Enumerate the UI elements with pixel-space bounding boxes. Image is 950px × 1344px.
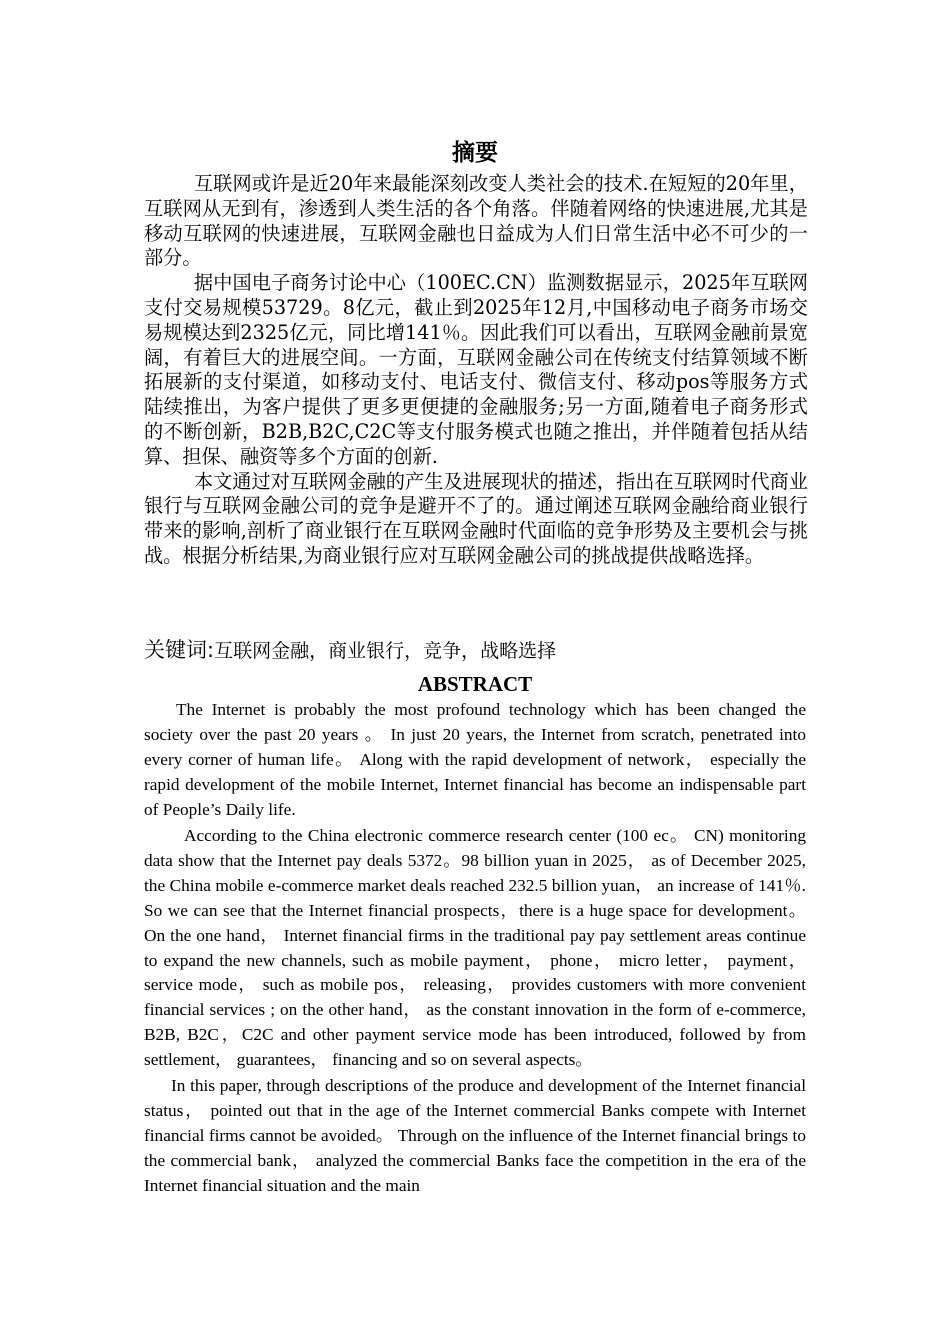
chinese-abstract-title: 摘要: [452, 140, 498, 166]
chinese-paragraph-3: 本文通过对互联网金融的产生及进展现状的描述，指出在互联网时代商业银行与互联网金融公司的竞争是避开不了的。通过阐述互联网金融给商业银行带来的影响,剖析了商业银行在互联网金融时代面临的竞争形势及主要机会与挑战。根据分析结果,为商业银行应对互联网金融公司的挑战提供战略选择。: [144, 469, 808, 567]
english-abstract-body: [144, 698, 806, 1200]
english-paragraph-1: The Internet is probably the most profound technology which has been changed the society over the past 20 years 。 In just 20 years, the Internet from scratch, penetrated into every corner of human life。 Along with the rapid development of network， especially the rapid development of the mobile Internet, Internet financial has become an indispensable part of People’s Daily life.: [144, 700, 806, 819]
chinese-paragraph-2: 据中国电子商务讨论中心（100EC.CN）监测数据显示，2025年互联网支付交易规模53729。8亿元，截止到2025年12月,中国移动电子商务市场交易规模达到2325亿元，同比增141％。因此我们可以看出，互联网金融前景宽阔，有着巨大的进展空间。一方面，互联网金融公司在传统支付结算领域不断拓展新的支付渠道，如移动支付、电话支付、微信支付、移动pos等服务方式陆续推出，为客户提供了更多更便捷的金融服务;另一方面,随着电子商务形式的不断创新，B2B,B2C,C2C等支付服务模式也随之推出，并伴随着包括从结算、担保、融资等多个方面的创新.: [144, 271, 808, 468]
keywords-line: [144, 634, 808, 664]
keywords-label: 关键词:: [144, 638, 215, 662]
english-abstract-title: ABSTRACT: [417, 672, 533, 696]
keywords-value: 互联网金融，商业银行，竞争，战略选择: [214, 640, 557, 662]
english-paragraph-2: According to the China electronic commerce research center (100 ec。 CN) monitoring data show that the Internet pay deals 5372。98 billion yuan in 2025， as of December 2025, the China mobile e-commerce market deals reached 232.5 billion yuan， an increase of 141％. So we can see that the Internet financial prospects，there is a huge space for development。 On the one hand， Internet financial firms in the traditional pay pay settlement areas continue to expand the new channels, such as mobile payment， phone， micro letter， payment， service mode， such as mobile pos， releasing， provides customers with more convenient financial services ; on the other hand， as the constant innovation in the form of e-commerce, B2B, B2C，C2C and other payment service mode has been introduced, followed by from settlement， guarantees， financing and so on several aspects。: [144, 825, 806, 1070]
english-paragraph-3: In this paper, through descriptions of the produce and development of the Internet financial status， pointed out that in the age of the Internet commercial Banks compete with Internet financial firms cannot be avoided。 Through on the influence of the Internet financial brings to the commercial bank， analyzed the commercial Banks face the competition in the era of the Internet financial situation and the main: [144, 1076, 806, 1196]
chinese-paragraph-1: 互联网或许是近20年来最能深刻改变人类社会的技术.在短短的20年里，互联网从无到有，渗透到人类生活的各个角落。伴随着网络的快速进展,尤其是移动互联网的快速进展，互联网金融也日益成为人们日常生活中必不可少的一部分。: [144, 172, 808, 270]
chinese-abstract-body: [144, 172, 808, 569]
